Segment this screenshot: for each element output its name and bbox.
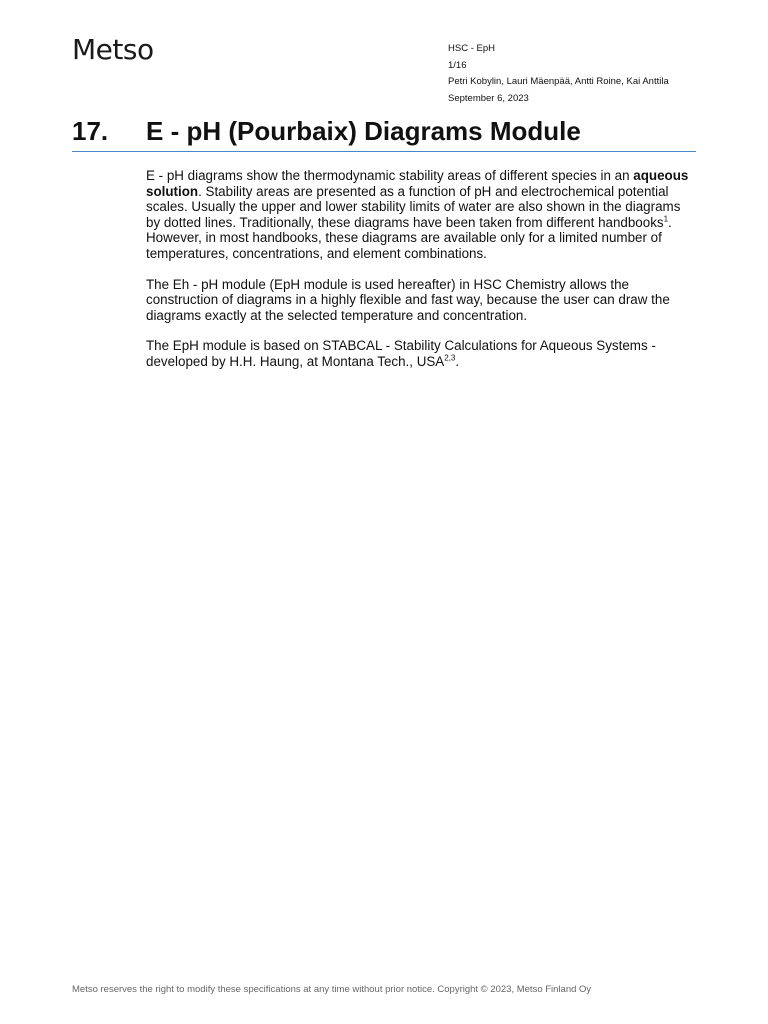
paragraph-1-text-c: . However, in most handbooks, these diagrams are available only for a limited number of temperatures, concentrations, and element combinations. <box>146 214 672 261</box>
footer-copyright: Metso reserves the right to modify these specifications at any time without prior notice. Copyright © 2023, Metso Finland Oy <box>72 984 592 995</box>
authors: Petri Kobylin, Lauri Mäenpää, Antti Roine, Kai Anttila <box>448 76 669 87</box>
footnote-ref-1: 1 <box>663 214 669 224</box>
paragraph-3-text-b: . <box>455 353 460 369</box>
paragraph-1-text-a: E - pH diagrams show the thermodynamic stability areas of different species in an <box>146 168 634 183</box>
section-title: E - pH (Pourbaix) Diagrams Module <box>146 116 581 146</box>
body-text <box>146 168 696 385</box>
paragraph-1-bold: aqueous solution <box>146 168 689 199</box>
document-meta <box>448 41 669 107</box>
paragraph-2: The Eh - pH module (EpH module is used hereafter) in HSC Chemistry allows the construction of diagrams in a highly flexible and fast way, because the user can draw the diagrams exactly at the selected temperature and concentration. <box>146 276 670 323</box>
footnote-ref-2-3: 2,3 <box>444 353 456 363</box>
paragraph-1 <box>146 168 696 262</box>
doc-code: HSC - EpH <box>448 43 495 54</box>
paragraph-3-text-a: The EpH module is based on STABCAL - Stability Calculations for Aqueous Systems - developed by H.H. Haung, at Montana Tech., USA <box>146 338 656 369</box>
metso-logo: Metso <box>72 33 154 66</box>
paragraph-1-text-b: . Stability areas are presented as a function of pH and electrochemical potential scales. Usually the upper and lower stability limits of water are also shown in the diagrams by dotted lines. Traditionally, these diagrams have been taken from different handbooks <box>146 183 681 230</box>
paragraph-3 <box>146 338 696 369</box>
page-number: 1/16 <box>448 59 467 71</box>
section-heading <box>72 113 696 152</box>
doc-date: September 6, 2023 <box>448 92 529 104</box>
section-number: 17. <box>72 116 109 146</box>
